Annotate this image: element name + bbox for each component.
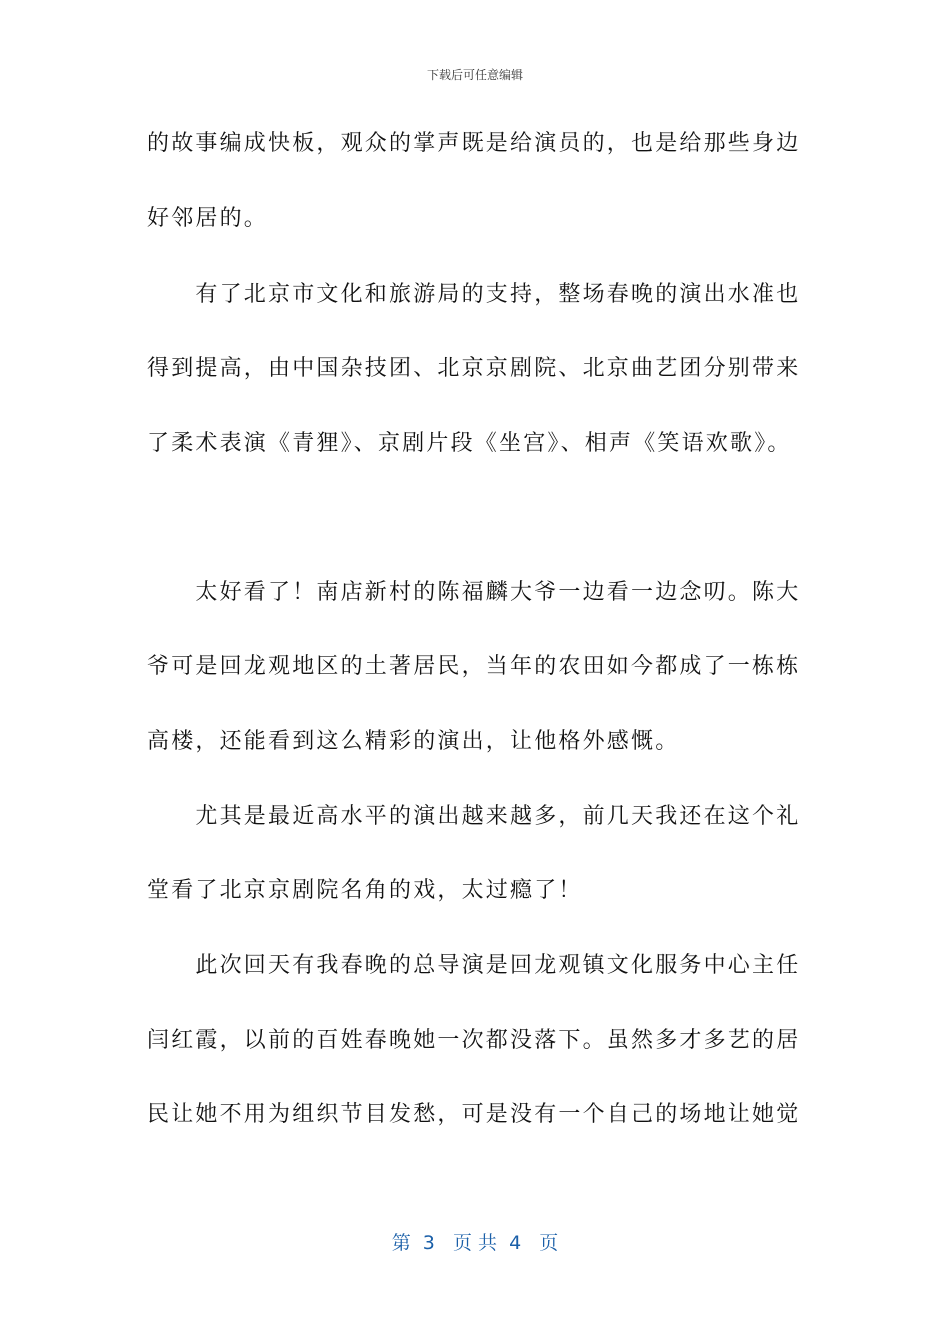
body-line-12: 闫红霞，以前的百姓春晚她一次都没落下。虽然多才多艺的居 xyxy=(147,1028,801,1053)
body-line-2: 好邻居的。 xyxy=(147,206,269,231)
body-line-6: 太好看了！南店新村的陈福麟大爷一边看一边念叨。陈大 xyxy=(147,580,801,605)
body-line-7: 爷可是回龙观地区的土著居民，当年的农田如今都成了一栋栋 xyxy=(147,654,801,679)
page-number-footer: 第 3 页 共 4 页 xyxy=(391,1232,559,1254)
body-line-1: 的故事编成快板，观众的掌声既是给演员的，也是给那些身边 xyxy=(147,131,801,156)
body-line-5: 了柔术表演《青狸》、京剧片段《坐宫》、相声《笑语欢歌》。 xyxy=(147,431,792,456)
body-line-13: 民让她不用为组织节目发愁，可是没有一个自己的场地让她觉 xyxy=(147,1102,801,1127)
body-line-8: 高楼，还能看到这么精彩的演出，让他格外感慨。 xyxy=(147,729,680,754)
body-line-11: 此次回天有我春晚的总导演是回龙观镇文化服务中心主任 xyxy=(147,953,801,978)
body-line-4: 得到提高，由中国杂技团、北京京剧院、北京曲艺团分别带来 xyxy=(147,356,801,381)
body-line-3: 有了北京市文化和旅游局的支持，整场春晚的演出水准也 xyxy=(147,282,801,307)
page-header: 下载后可任意编辑 xyxy=(426,68,523,82)
body-line-9: 尤其是最近高水平的演出越来越多，前几天我还在这个礼 xyxy=(147,804,801,829)
body-line-10: 堂看了北京京剧院名角的戏，太过瘾了！ xyxy=(147,878,583,903)
